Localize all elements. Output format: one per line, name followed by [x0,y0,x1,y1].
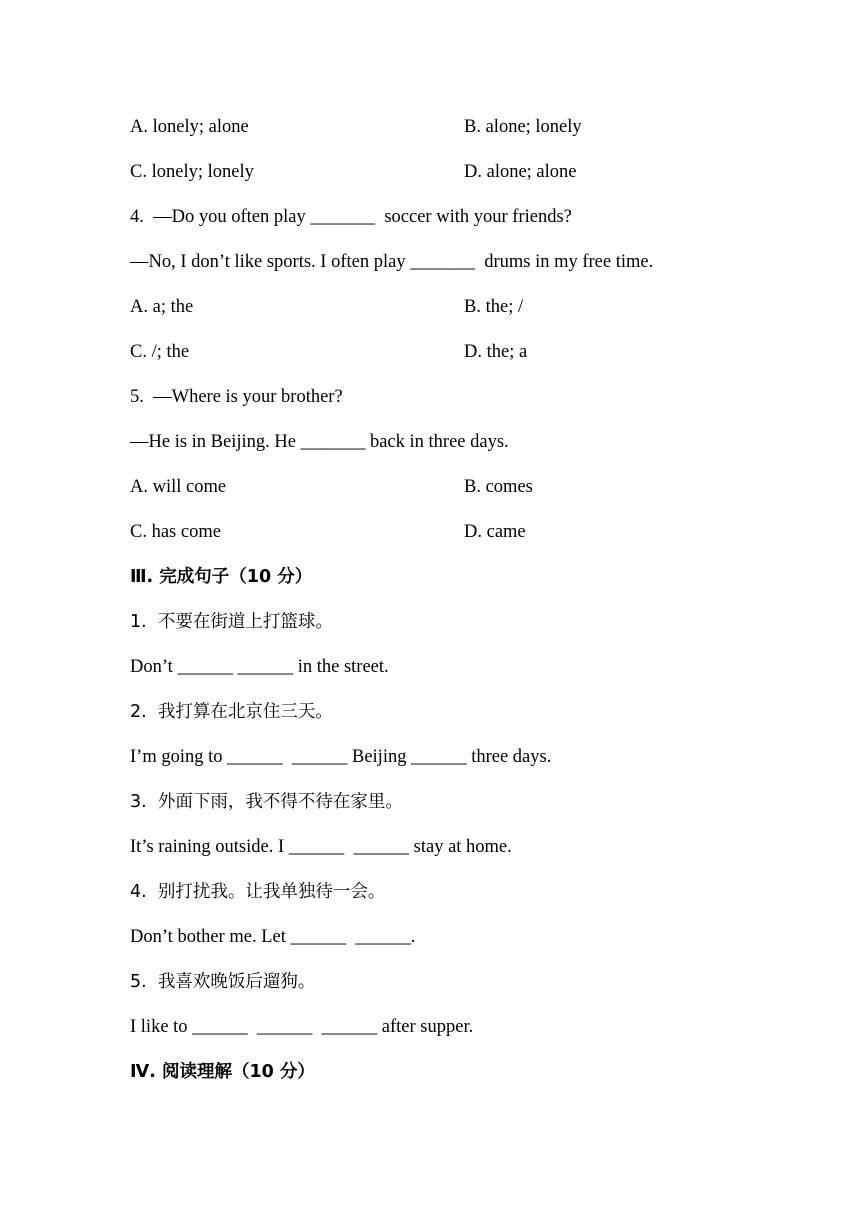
s3-item-2-prompt: 2. 我打算在北京住三天。 [130,702,333,722]
q5-option-d: D. came [464,522,526,542]
q4-option-c: C. /; the [130,342,190,362]
q3-option-b: B. alone; lonely [464,117,582,137]
s3-item-5-prompt: 5. 我喜欢晚饭后遛狗。 [130,972,316,992]
q4-options-row-2 [130,337,770,382]
q4-option-b: B. the; / [464,297,524,317]
q5-answer: —He is in Beijing. He _______ back in three days. [130,432,509,452]
s3-item-3-prompt: 3. 外面下雨，我不得不待在家里。 [130,792,403,812]
q3-option-c: C. lonely; lonely [130,162,254,182]
q5-option-a: A. will come [130,477,227,497]
section-3-heading: Ⅲ. 完成句子（10 分） [130,567,313,587]
q5-question: 5. —Where is your brother? [130,387,343,407]
exam-page [130,112,770,1102]
q3-option-d: D. alone; alone [464,162,577,182]
s3-item-1-sentence: Don’t ______ ______ in the street. [130,657,389,677]
q5-option-c: C. has come [130,522,221,542]
q4-options-row-1 [130,292,770,337]
section-4-heading: Ⅳ. 阅读理解（10 分） [130,1062,315,1082]
q4-answer: —No, I don’t like sports. I often play _______ drums in my free time. [130,252,654,272]
q5-options-row-2 [130,517,770,562]
s3-item-2-sentence: I’m going to ______ ______ Beijing ______ three days. [130,747,552,767]
s3-item-3-sentence: It’s raining outside. I ______ ______ stay at home. [130,837,512,857]
s3-item-1-prompt: 1. 不要在街道上打篮球。 [130,612,333,632]
q4-question: 4. —Do you often play _______ soccer with your friends? [130,207,572,227]
q3-options-row-1 [130,112,770,157]
s3-item-4-prompt: 4. 别打扰我。让我单独待一会。 [130,882,386,902]
q4-option-a: A. a; the [130,297,194,317]
q3-options-row-2 [130,157,770,202]
q4-option-d: D. the; a [464,342,528,362]
q5-option-b: B. comes [464,477,533,497]
q5-options-row-1 [130,472,770,517]
s3-item-5-sentence: I like to ______ ______ ______ after supper. [130,1017,474,1037]
s3-item-4-sentence: Don’t bother me. Let ______ ______. [130,927,416,947]
q3-option-a: A. lonely; alone [130,117,249,137]
